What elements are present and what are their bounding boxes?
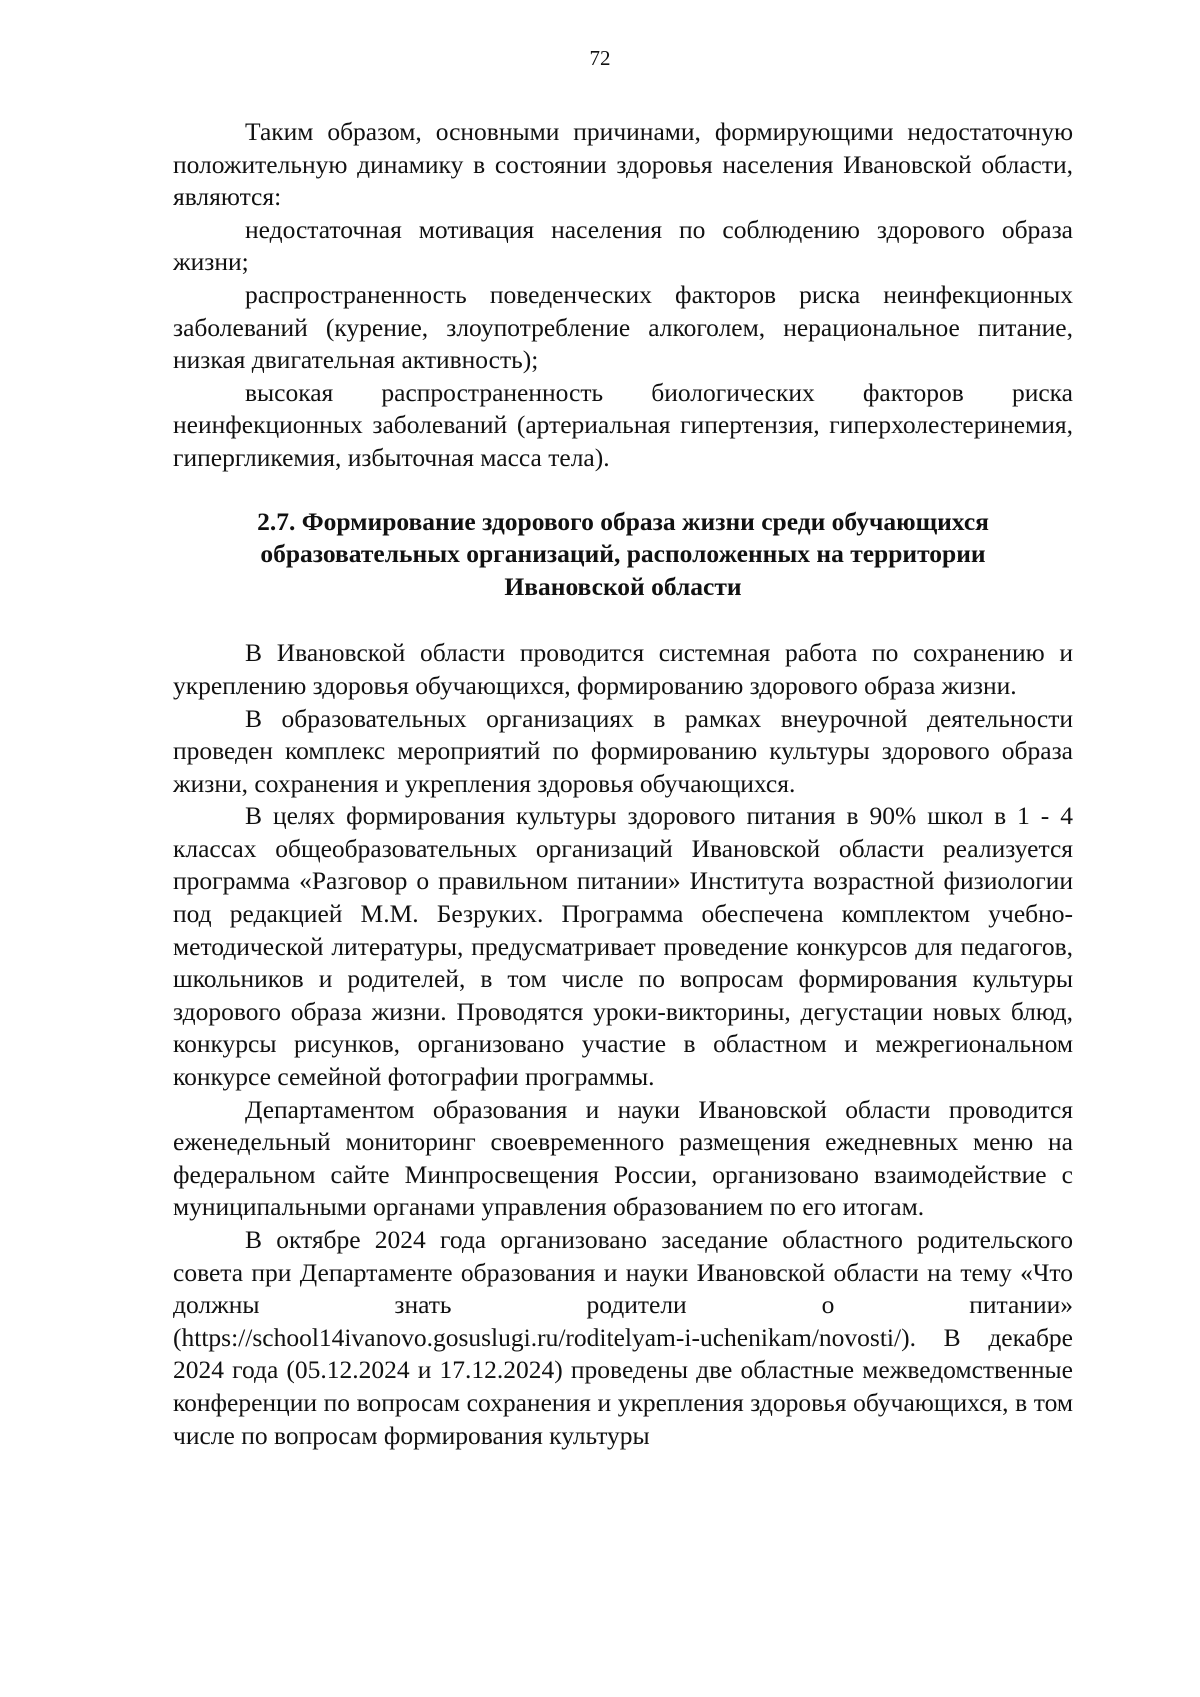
body-paragraph: Департаментом образования и науки Ивановской области проводится еженедельный мониторинг своевременного размещения ежедневных меню на федеральном сайте Минпросвещения России, организовано взаимодействие с муниципальными органами управления образованием по его итогам. [173,1094,1073,1222]
intro-paragraph: Таким образом, основными причинами, формирующими недостаточную положительную динамику в состоянии здоровья населения Ивановской области, являются: [173,117,1073,212]
section-title: 2.7. Формирование здорового образа жизни среди обучающихся образовательных организаций, расположенных на территории Ивановской области [257,506,989,601]
body-paragraph: В образовательных организациях в рамках внеурочной деятельности проведен комплекс мероприятий по формированию культуры здорового образа жизни, сохранения и укрепления здоровья обучающихся. [173,703,1073,798]
body-paragraph: В октябре 2024 года организовано заседание областного родительского совета при Департаменте образования и науки Ивановской области на тему «Что должны знать родители о питании» (https://school14ivanovo.gosuslugi.ru/roditelyam-i-uchenikam/novosti/). В декабре 2024 года (05.12.2024 и 17.12.2024) проведены две областные межведомственные конференции по вопросам сохранения и укрепления здоровья обучающихся, в том числе по вопросам формирования культуры [173,1225,1073,1450]
body-paragraph: В Ивановской области проводится системная работа по сохранению и укреплению здоровья обучающихся, формированию здорового образа жизни. [173,638,1073,700]
intro-block [173,116,1073,475]
page-content [173,116,1073,1452]
intro-paragraph: недостаточная мотивация населения по соблюдению здорового образа жизни; [173,214,1073,277]
page-number: 72 [589,46,611,70]
body-paragraph: В целях формирования культуры здорового питания в 90% школ в 1 - 4 классах общеобразовательных организаций Ивановской области реализуется программа «Разговор о правильном питании» Института возрастной физиологии под редакцией М.М. Безруких. Программа обеспечена комплектом учебно-методической литературы, предусматривает проведение конкурсов для педагогов, школьников и родителей, в том числе по вопросам формирования культуры здорового образа жизни. Проводятся уроки-викторины, дегустации новых блюд, конкурсы рисунков, организовано участие в областном и межрегиональном конкурсе семейной фотографии программы. [173,801,1073,1092]
section-body [173,637,1073,1452]
intro-paragraph: высокая распространенность биологических факторов риска неинфекционных заболеваний (артериальная гипертензия, гиперхолестеринемия, гипергликемия, избыточная масса тела). [173,377,1073,472]
intro-paragraph: распространенность поведенческих факторов риска неинфекционных заболеваний (курение, злоупотребление алкоголем, нерациональное питание, низкая двигательная активность); [173,279,1073,375]
